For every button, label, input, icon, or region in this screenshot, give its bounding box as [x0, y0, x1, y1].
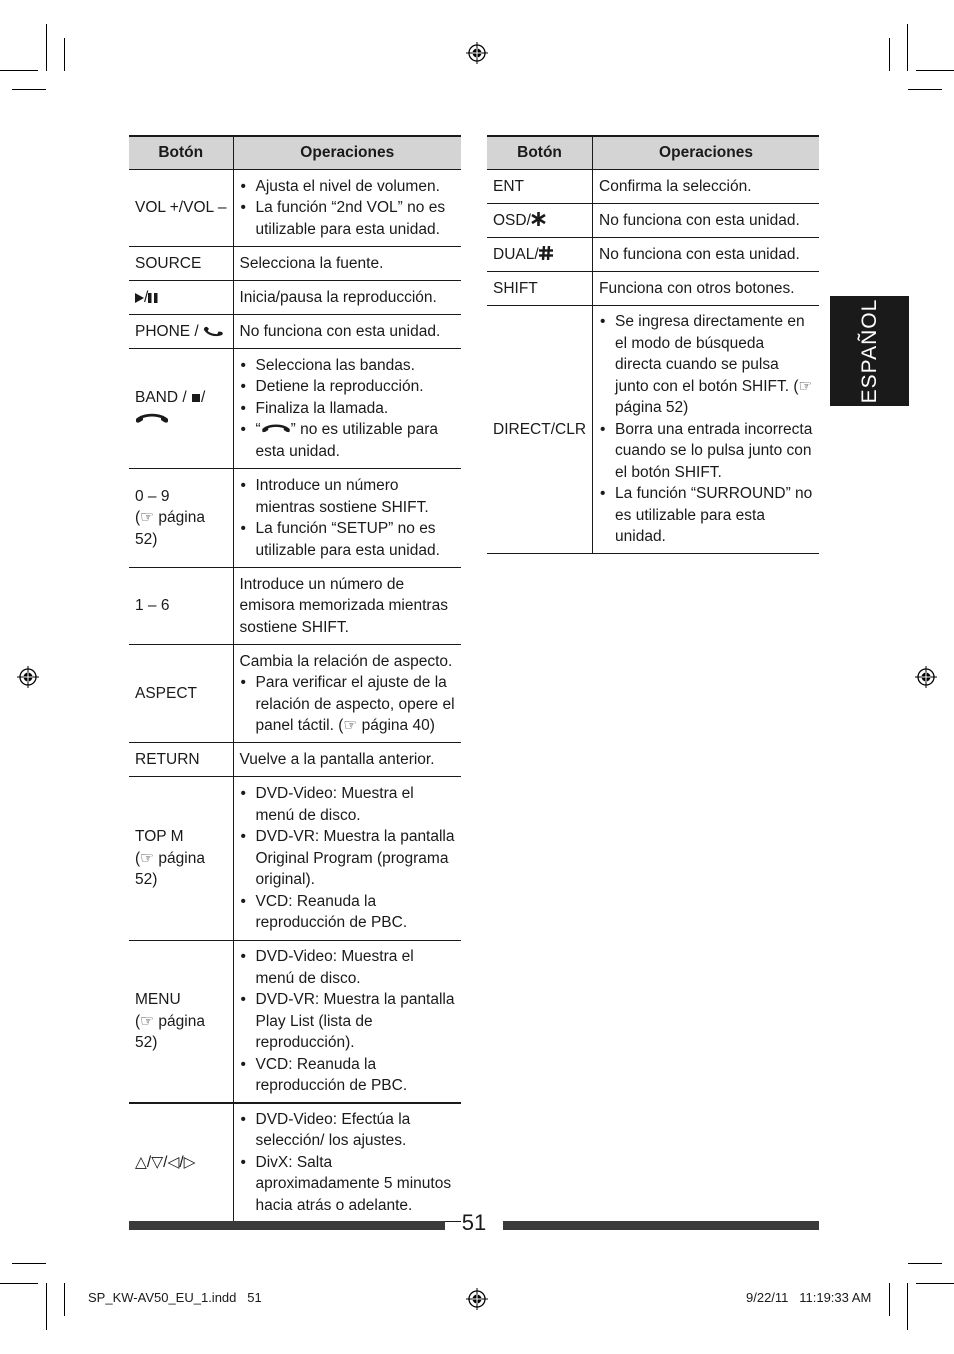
- digits-button-label: 0 – 9: [135, 487, 170, 505]
- table-header-row: [487, 136, 819, 170]
- row-operations: No funciona con esta unidad.: [593, 204, 819, 238]
- list-item: • DivX: Salta aproximadamente 5 minutos hacia atrás o adelante.: [240, 1152, 456, 1217]
- page-ref-icon: ☞: [140, 1012, 155, 1030]
- list-item: • La función “SETUP” no es utilizable para esta unidad.: [240, 518, 456, 561]
- language-tab-label: ESPAÑOL: [857, 298, 881, 404]
- row-button: SHIFT: [487, 272, 593, 306]
- row-button: ASPECT: [129, 645, 233, 743]
- table-row: [129, 315, 461, 349]
- play-icon: [135, 293, 144, 303]
- crop-mark: [0, 1283, 38, 1284]
- list-item: • Ajusta el nivel de volumen.: [240, 176, 456, 198]
- table-row: [129, 281, 461, 315]
- page-ref: página 52): [615, 399, 689, 416]
- crop-mark: [64, 38, 65, 71]
- list-item: • La función “SURROUND” no es utilizable para esta unidad.: [599, 483, 813, 548]
- row-operations: [233, 941, 461, 1103]
- list-item: • Introduce un número mientras sostiene SHIFT.: [240, 475, 456, 518]
- table-row: [129, 1103, 461, 1222]
- row-operations: No funciona con esta unidad.: [593, 238, 819, 272]
- footer-bar-left: [129, 1221, 445, 1230]
- row-operations: Selecciona la fuente.: [233, 247, 461, 281]
- table-header-row: [129, 136, 461, 170]
- table-row: [129, 645, 461, 743]
- table-row: [129, 777, 461, 941]
- table-row: [129, 941, 461, 1103]
- pause-icon: [148, 293, 158, 303]
- row-operations: Confirma la selección.: [593, 170, 819, 204]
- row-button: [129, 315, 233, 349]
- button-operations-table-right: [487, 135, 819, 554]
- menu-button-label: MENU: [135, 991, 181, 1008]
- table-row: [129, 568, 461, 645]
- row-button: RETURN: [129, 743, 233, 777]
- table-row: [129, 469, 461, 568]
- header-operations: Operaciones: [233, 136, 461, 170]
- row-operations: [233, 777, 461, 941]
- list-item: • VCD: Reanuda la reproducción de PBC.: [240, 1054, 456, 1097]
- row-button: ENT: [487, 170, 593, 204]
- list-item: • Selecciona las bandas.: [240, 355, 456, 377]
- footer-file-info: SP_KW-AV50_EU_1.indd 51: [88, 1290, 262, 1305]
- list-item: [599, 311, 813, 419]
- page-ref-icon: ☞: [140, 509, 155, 527]
- table-row: [487, 306, 819, 554]
- row-button: [487, 204, 593, 238]
- asterisk-icon: [531, 212, 546, 226]
- list-item: • Finaliza la llamada.: [240, 398, 456, 420]
- list-item: • DVD-VR: Muestra la pantalla Original Program (programa original).: [240, 826, 456, 891]
- list-item: • DVD-Video: Muestra el menú de disco.: [240, 783, 456, 826]
- row-button: [487, 238, 593, 272]
- item-text: Se ingresa directamente en el modo de búsqueda directa cuando se pulsa junto con el botón SHIFT. (: [615, 313, 805, 395]
- table-row: [487, 170, 819, 204]
- page-ref-icon: ☞: [798, 377, 813, 395]
- dual-button-label: DUAL/: [493, 245, 539, 263]
- row-operations: Vuelve a la pantalla anterior.: [233, 743, 461, 777]
- row-button: TOP M (☞ página 52): [129, 777, 233, 941]
- list-item: [240, 419, 456, 462]
- item-text: Para verificar el ajuste de la relación de aspecto, opere el panel táctil. (: [255, 674, 455, 734]
- header-button: Botón: [129, 136, 233, 170]
- hash-icon: [539, 246, 553, 260]
- crop-mark: [907, 24, 908, 71]
- crop-mark: [64, 1283, 65, 1316]
- footer-timestamp: 9/22/11 11:19:33 AM: [746, 1290, 872, 1305]
- list-item: • Detiene la reproducción.: [240, 376, 456, 398]
- language-tab: [830, 296, 909, 406]
- crop-mark: [908, 89, 942, 90]
- crop-mark: [916, 1283, 954, 1284]
- row-operations: Inicia/pausa la reproducción.: [233, 281, 461, 315]
- row-button: DIRECT/CLR: [487, 306, 593, 554]
- row-button: VOL +/VOL –: [129, 170, 233, 247]
- page-ref: página 52: [135, 1012, 205, 1051]
- band-button-label: BAND /: [135, 389, 187, 406]
- phone-answer-icon: [203, 324, 225, 338]
- row-button: [129, 281, 233, 315]
- row-operations: Funciona con otros botones.: [593, 272, 819, 306]
- row-button: 0 – 9 (☞ página 52): [129, 469, 233, 568]
- row-button: 1 – 6: [129, 568, 233, 645]
- row-button: SOURCE: [129, 247, 233, 281]
- page-ref: página 52: [135, 509, 205, 548]
- crop-mark: [46, 24, 47, 71]
- list-item: [240, 672, 456, 737]
- crop-mark: [907, 1283, 908, 1330]
- row-operations: [233, 645, 461, 743]
- row-operations: Introduce un número de emisora memorizada mientras sostiene SHIFT.: [233, 568, 461, 645]
- crop-mark: [46, 1283, 47, 1330]
- row-operations: [593, 306, 819, 554]
- topm-button-label: TOP M: [135, 828, 184, 846]
- row-operations: [233, 170, 461, 247]
- list-item: • Borra una entrada incorrecta cuando se lo pulsa junto con el botón SHIFT.: [599, 419, 813, 484]
- crop-mark: [12, 89, 46, 90]
- quote-open: “: [255, 421, 261, 439]
- registration-mark-icon: [915, 666, 937, 688]
- table-row: [129, 743, 461, 777]
- phone-hangup-icon: [135, 412, 169, 426]
- crop-mark: [908, 1263, 942, 1264]
- registration-mark-icon: [466, 1288, 488, 1310]
- button-operations-table-left: [129, 135, 461, 1222]
- band-separator: /: [201, 389, 206, 406]
- row-button: △/▽/◁/▷: [129, 1103, 233, 1222]
- header-button: Botón: [487, 136, 593, 170]
- table-row: [129, 170, 461, 247]
- row-operations: [233, 469, 461, 568]
- crop-mark: [0, 70, 38, 71]
- row-operations: [233, 1103, 461, 1222]
- play-pause-separator: /: [144, 288, 149, 306]
- osd-button-label: OSD/: [493, 211, 531, 229]
- row-operations: No funciona con esta unidad.: [233, 315, 461, 349]
- phone-button-label: PHONE /: [135, 322, 199, 340]
- row-operations: [233, 349, 461, 469]
- item-text: ” no es utilizable para esta unidad.: [255, 421, 439, 460]
- registration-mark-icon: [466, 42, 488, 64]
- crop-mark: [916, 70, 954, 71]
- crop-mark: [12, 1263, 46, 1264]
- phone-hangup-icon: [261, 423, 291, 435]
- list-item: • La función “2nd VOL” no es utilizable para esta unidad.: [240, 197, 456, 240]
- table-row: [487, 238, 819, 272]
- footer-bar-right: [503, 1221, 819, 1230]
- page-ref: página 52: [135, 849, 205, 889]
- list-item: • VCD: Reanuda la reproducción de PBC.: [240, 891, 456, 934]
- operation-text: Cambia la relación de aspecto.: [239, 652, 453, 670]
- header-operations: Operaciones: [593, 136, 819, 170]
- page-ref-icon: ☞: [140, 849, 155, 867]
- table-row: [129, 349, 461, 469]
- crop-mark: [889, 1283, 890, 1316]
- registration-mark-icon: [17, 666, 39, 688]
- list-item: • DVD-Video: Efectúa la selección/ los ajustes.: [240, 1109, 456, 1152]
- row-button: MENU (☞ página 52): [129, 941, 233, 1103]
- table-row: [487, 272, 819, 306]
- list-item: • DVD-Video: Muestra el menú de disco.: [240, 946, 456, 989]
- page-ref: página 40): [361, 717, 435, 734]
- list-item: • DVD-VR: Muestra la pantalla Play List (lista de reproducción).: [240, 989, 456, 1054]
- row-button: [129, 349, 233, 469]
- table-row: [129, 247, 461, 281]
- stop-icon: [192, 394, 200, 402]
- page-number: 51: [461, 1210, 487, 1235]
- crop-mark: [889, 38, 890, 71]
- table-row: [487, 204, 819, 238]
- page-ref-icon: ☞: [343, 717, 358, 734]
